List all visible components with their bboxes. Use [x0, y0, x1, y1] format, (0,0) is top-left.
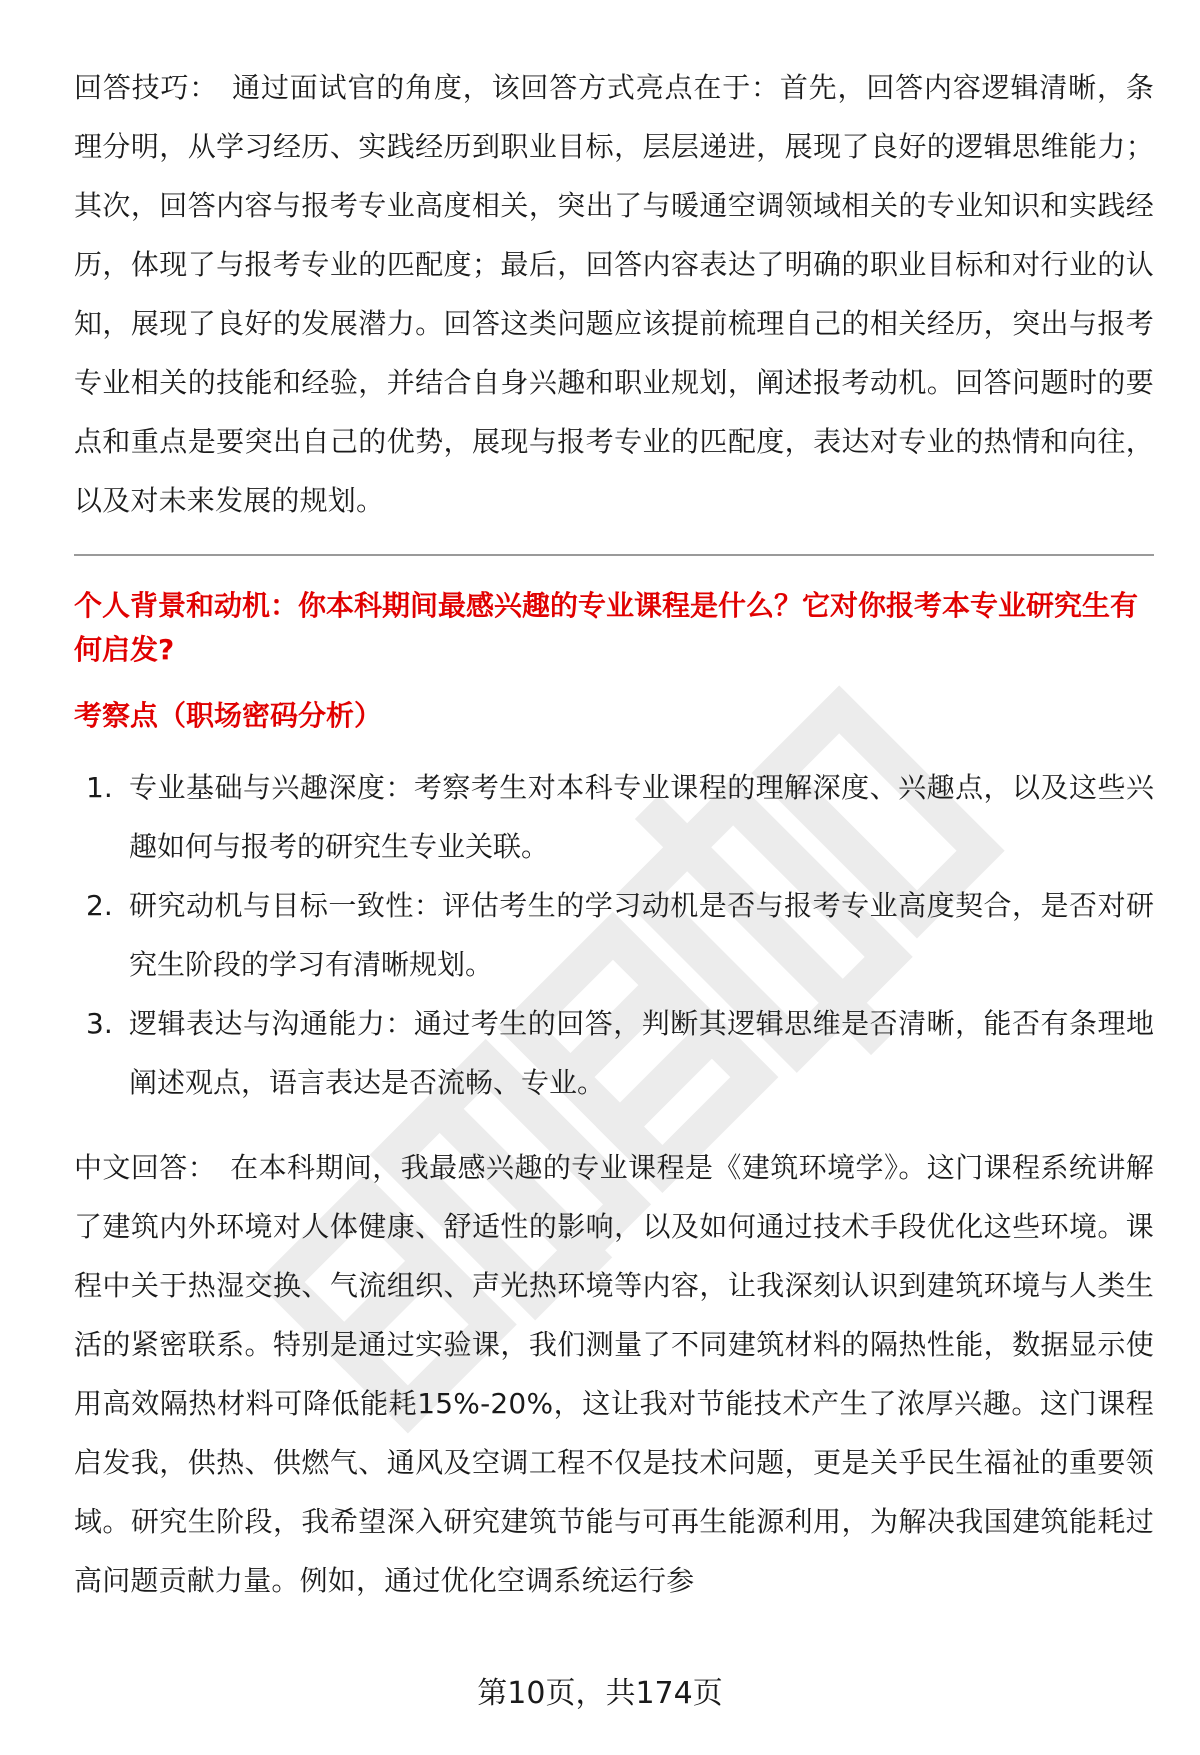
list-item-number: 3.: [86, 1007, 113, 1040]
page-content: [74, 58, 1154, 1610]
section-divider: [74, 554, 1154, 556]
tip-label: 回答技巧：: [74, 71, 219, 104]
answer-label: 中文回答：: [74, 1151, 217, 1184]
tip-paragraph: [74, 58, 1154, 530]
list-item-number: 2.: [86, 889, 113, 922]
list-item-number: 1.: [86, 771, 113, 804]
page-footer: 第10页，共174页: [477, 1676, 723, 1711]
list-item: [74, 994, 1154, 1112]
assessment-list: [74, 758, 1154, 1112]
answer-text: 在本科期间，我最感兴趣的专业课程是《建筑环境学》。这门课程系统讲解了建筑内外环境对人体健康、舒适性的影响，以及如何通过技术手段优化这些环境。课程中关于热湿交换、气流组织、声光热环境等内容，让我深刻认识到建筑环境与人类生活的紧密联系。特别是通过实验课，我们测量了不同建筑材料的隔热性能，数据显示使用高效隔热材料可降低能耗15%-20%，这让我对节能技术产生了浓厚兴趣。这门课程启发我，供热、供燃气、通风及空调工程不仅是技术问题，更是关乎民生福祉的重要领域。研究生阶段，我希望深入研究建筑节能与可再生能源利用，为解决我国建筑能耗过高问题贡献力量。例如，通过优化空调系统运行参: [74, 1151, 1154, 1597]
list-item: [74, 876, 1154, 994]
list-item-text: 研究动机与目标一致性：评估考生的学习动机是否与报考专业高度契合，是否对研究生阶段的学习有清晰规划。: [129, 889, 1154, 981]
list-item-text: 专业基础与兴趣深度：考察考生对本科专业课程的理解深度、兴趣点，以及这些兴趣如何与报考的研究生专业关联。: [129, 771, 1154, 863]
list-item-text: 逻辑表达与沟通能力：通过考生的回答，判断其逻辑思维是否清晰，能否有条理地阐述观点，语言表达是否流畅、专业。: [129, 1007, 1154, 1099]
watermark-text: 职场密码出品: [590, 1082, 650, 1093]
list-item: [74, 758, 1154, 876]
question-heading: 个人背景和动机：你本科期间最感兴趣的专业课程是什么？它对你报考本专业研究生有何启发?: [74, 589, 1139, 666]
tip-text: 通过面试官的角度，该回答方式亮点在于：首先，回答内容逻辑清晰，条理分明，从学习经历、实践经历到职业目标，层层递进，展现了良好的逻辑思维能力；其次，回答内容与报考专业高度相关，突出了与暖通空调领域相关的专业知识和实践经历，体现了与报考专业的匹配度；最后，回答内容表达了明确的职业目标和对行业的认知，展现了良好的发展潜力。回答这类问题应该提前梳理自己的相关经历，突出与报考专业相关的技能和经验，并结合自身兴趣和职业规划，阐述报考动机。回答问题时的要点和重点是要突出自己的优势，展现与报考专业的匹配度，表达对专业的热情和向往，以及对未来发展的规划。: [74, 71, 1154, 517]
answer-paragraph: [74, 1138, 1154, 1610]
assessment-heading: 考察点（职场密码分析）: [74, 699, 383, 732]
